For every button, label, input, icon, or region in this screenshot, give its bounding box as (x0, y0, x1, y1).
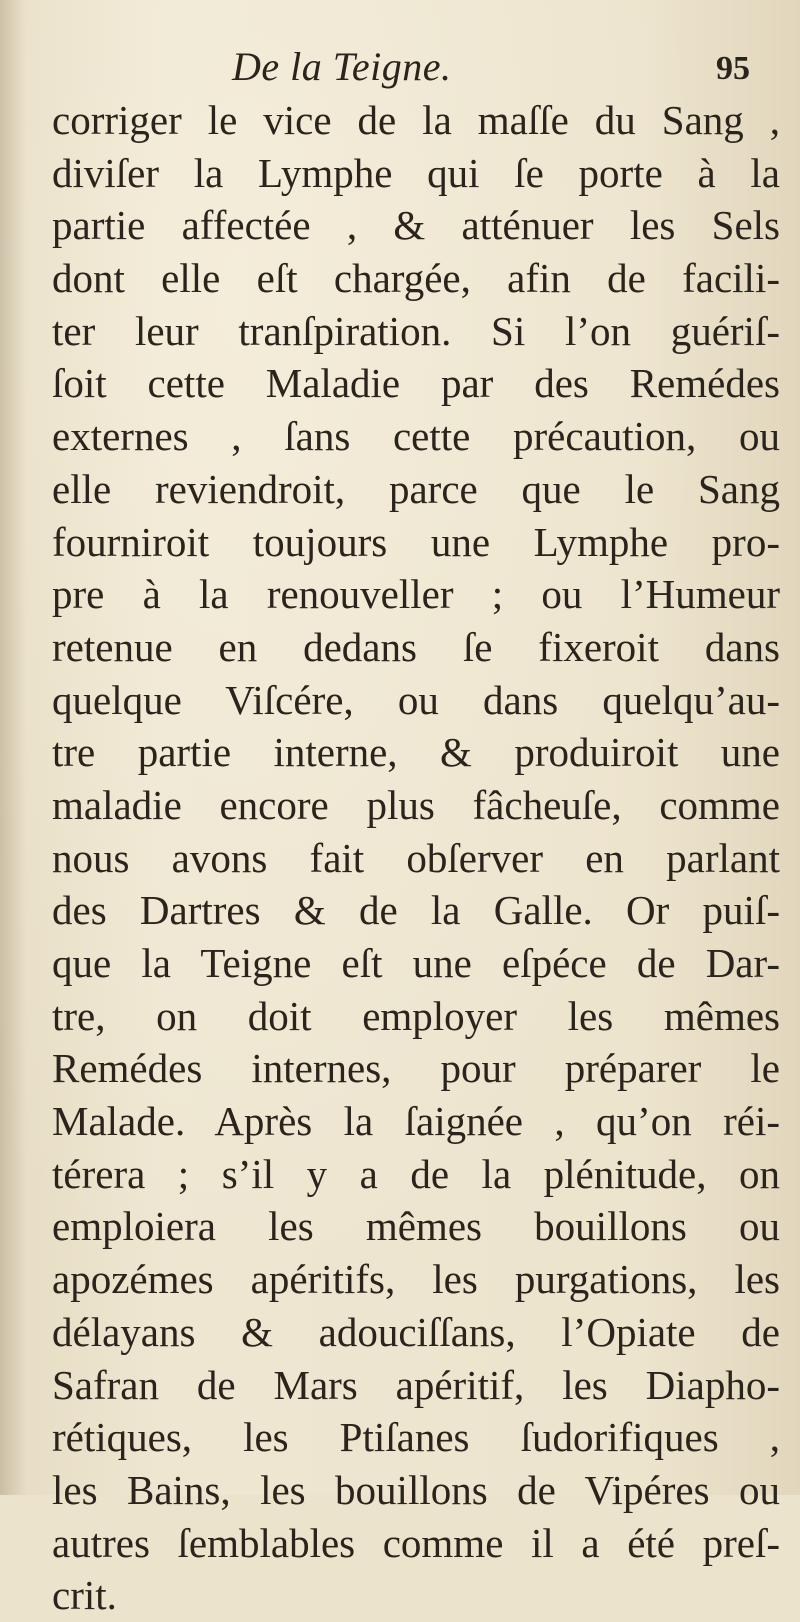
text-line: retenue en dedans ſe fixeroit dans (52, 623, 780, 670)
text-line: maladie encore plus fâcheuſe, comme (52, 781, 780, 828)
page-number: 95 (716, 50, 750, 87)
running-title: De la Teigne. (232, 44, 452, 89)
text-line: délayans & adouciſſans, l’Opiate de (52, 1308, 780, 1355)
text-line: crit. (52, 1572, 117, 1619)
text-line: quelque Viſcére, ou dans quelqu’au- (52, 676, 780, 723)
text-line: externes , ſans cette précaution, ou (52, 413, 780, 460)
text-line: Remédes internes, pour préparer le (52, 1045, 780, 1092)
text-line: ter leur tranſpiration. Si l’on guériſ- (52, 307, 780, 354)
text-line: corriger le vice de la maſſe du Sang , (52, 97, 780, 143)
text-line: les Bains, les bouillons de Vipéres ou (52, 1466, 780, 1513)
page-header (0, 42, 800, 92)
text-line: tre partie interne, & produiroit une (52, 729, 780, 776)
text-line: que la Teigne eſt une eſpéce de Dar- (52, 940, 780, 986)
text-line: pre à la renouveller ; ou l’Humeur (52, 571, 780, 618)
text-line: des Dartres & de la Galle. Or puiſ- (52, 887, 780, 934)
text-line: térera ; s’il y a de la plénitude, on (52, 1150, 780, 1197)
page-gutter-shadow (0, 0, 26, 1495)
text-line: nous avons fait obſerver en parlant (52, 834, 780, 881)
text-line: fourniroit toujours une Lymphe pro- (52, 518, 780, 565)
text-line: dont elle eſt chargée, afin de facili- (52, 255, 780, 302)
text-line: elle reviendroit, parce que le Sang (52, 465, 780, 512)
text-line: Malade. Après la ſaignée , qu’on réi- (52, 1098, 780, 1145)
text-line: autres ſemblables comme il a été preſ- (52, 1519, 780, 1566)
text-line: rétiques, les Ptiſanes ſudorifiques , (52, 1414, 780, 1461)
text-line: emploiera les mêmes bouillons ou (52, 1203, 780, 1250)
text-line: tre, on doit employer les mêmes (52, 992, 780, 1039)
text-line: ſoit cette Maladie par des Remédes (52, 360, 780, 407)
text-line: diviſer la Lymphe qui ſe porte à la (52, 149, 780, 196)
text-line: apozémes apéritifs, les purgations, les (52, 1256, 780, 1303)
text-line: Safran de Mars apéritif, les Diapho- (52, 1361, 780, 1408)
body-text (52, 94, 780, 1622)
text-line: partie affectée , & atténuer les Sels (52, 202, 780, 249)
